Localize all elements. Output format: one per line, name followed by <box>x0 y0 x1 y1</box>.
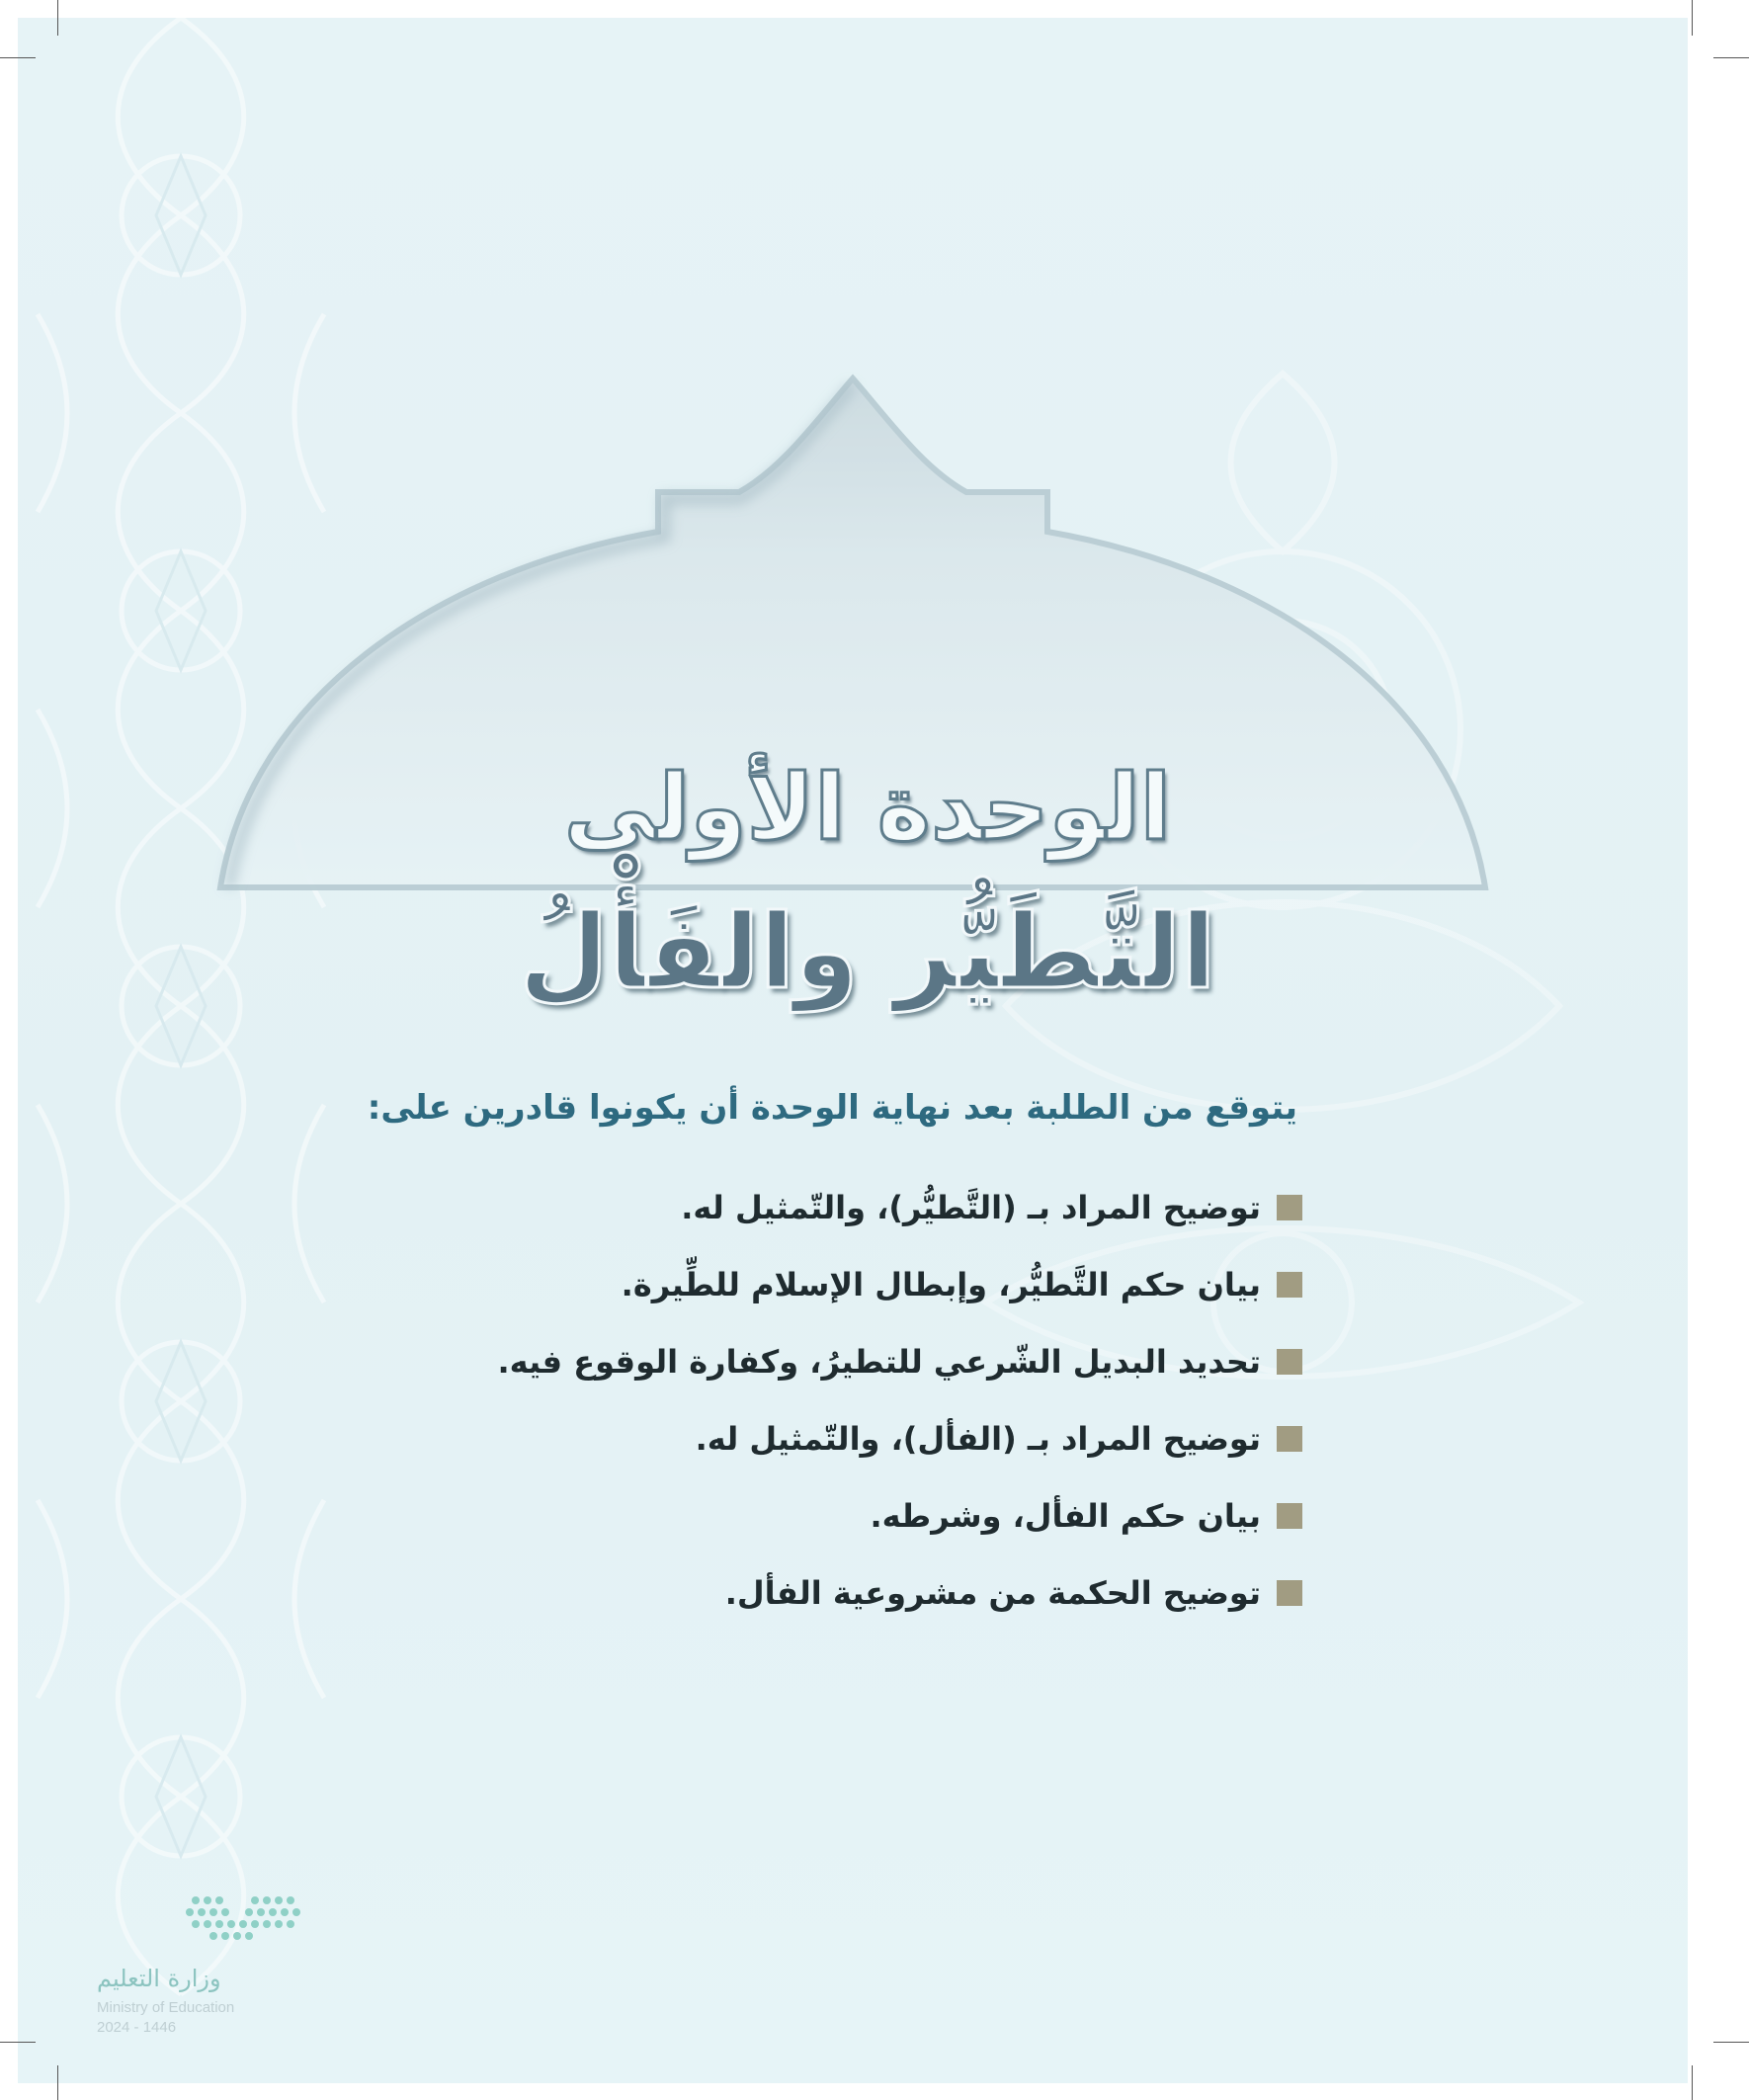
objective-text: توضيح المراد بـ (التَّطيُّر)، والتّمثيل له. <box>681 1189 1261 1226</box>
square-bullet-icon <box>1277 1272 1302 1298</box>
crop-mark <box>1692 2065 1693 2100</box>
unit-subtitle: التَّطَيُّر والفَأْلُ <box>519 891 1216 1012</box>
crop-mark <box>57 0 58 36</box>
objective-text: بيان حكم الفأل، وشرطه. <box>870 1497 1261 1535</box>
crop-mark <box>57 2065 58 2100</box>
page <box>18 18 1688 2083</box>
square-bullet-icon <box>1277 1503 1302 1529</box>
crop-mark <box>1713 2042 1749 2043</box>
square-bullet-icon <box>1277 1580 1302 1606</box>
crop-mark <box>0 2042 36 2043</box>
list-item <box>314 1554 1302 1632</box>
list-item <box>314 1400 1302 1477</box>
ministry-name-arabic: وزارة التعليم <box>97 1965 221 1992</box>
list-item <box>314 1323 1302 1400</box>
list-item <box>314 1246 1302 1323</box>
list-item <box>314 1169 1302 1246</box>
square-bullet-icon <box>1277 1195 1302 1220</box>
list-item <box>314 1477 1302 1554</box>
objective-text: توضيح المراد بـ (الفأل)، والتّمثيل له. <box>695 1420 1261 1458</box>
crop-mark <box>1692 0 1693 36</box>
square-bullet-icon <box>1277 1349 1302 1375</box>
objective-text: تحديد البديل الشّرعي للتطيرُ، وكفارة الوقوع فيه. <box>497 1343 1261 1381</box>
square-bullet-icon <box>1277 1426 1302 1452</box>
objective-text: بيان حكم التَّطيُّر، وإبطال الإسلام للطِّيرة. <box>621 1266 1261 1303</box>
ministry-name-english: Ministry of Education <box>97 1999 235 2016</box>
objective-text: توضيح الحكمة من مشروعية الفأل. <box>724 1574 1261 1612</box>
edition-year: 2024 - 1446 <box>97 2019 177 2036</box>
crop-mark <box>1713 57 1749 58</box>
unit-title: الوحدة الأولى <box>563 755 1172 861</box>
crop-mark <box>0 57 36 58</box>
objectives-intro: يتوقع من الطلبة بعد نهاية الوحدة أن يكونوا قادرين على: <box>367 1088 1297 1128</box>
objectives-list <box>314 1169 1302 1632</box>
